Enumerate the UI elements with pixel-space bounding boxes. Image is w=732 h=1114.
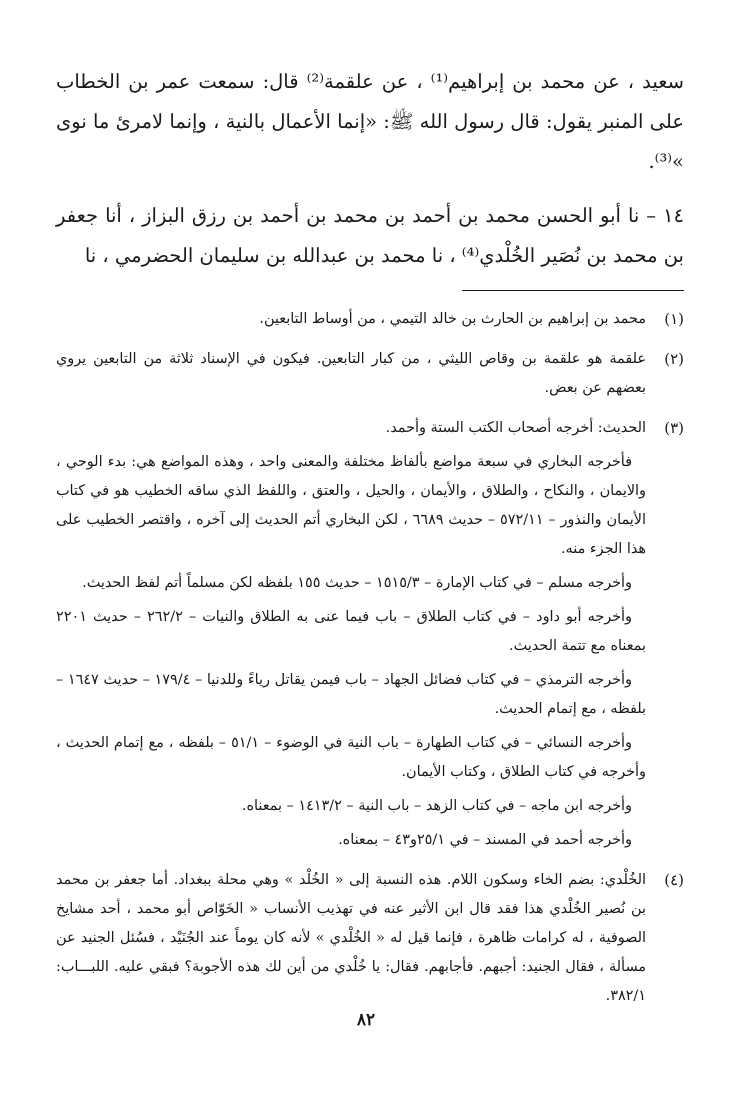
footnote-body xyxy=(56,345,646,408)
footnote-paragraph: وأخرجه النسائي – في كتاب الطهارة – باب النية في الوضوء – ٥١/١ – بلفظه ، مع إتمام الحديث ، وأخرجه في كتاب الطلاق ، وكتاب الأيمان. xyxy=(56,735,646,780)
main-paragraph: ١٤ – نا أبو الحسن محمد بن أحمد بن محمد بن أحمد بن رزق البزاز ، أنا جعفر بن محمد بن نُصَير الخُلْدي⁽⁴⁾ ، نا محمد بن عبدالله بن سليمان الحضرمي ، نا xyxy=(56,204,684,267)
footnote-number: (١) xyxy=(664,310,684,328)
footnote-divider xyxy=(462,290,684,291)
footnote-paragraph: الحديث: أخرجه أصحاب الكتب الستة وأحمد. xyxy=(385,420,646,436)
footnote-4 xyxy=(56,866,684,1016)
footnote-paragraph: علقمة هو علقمة بن وقاص الليثي ، من كبار التابعين. فيكون في الإسناد ثلاثة من التابعين يروي بعضهم عن بعض. xyxy=(56,351,646,396)
footnote-paragraph: وأخرجه أحمد في المسند – في ٢٥/١و٤٣ – بمعناه. xyxy=(338,832,632,848)
footnote-paragraph: وأخرجه ابن ماجه – في كتاب الزهد – باب النية – ١٤١٣/٢ – بمعناه. xyxy=(241,798,632,814)
footnote-paragraph: وأخرجه أبو داود – في كتاب الطلاق – باب فيما عنى به الطلاق والنيات – ٢٦٢/٢ – حديث ٢٢٠١ بمعناه مع تتمة الحديث. xyxy=(56,609,646,654)
footnote-1 xyxy=(56,305,684,339)
footnote-paragraph: وأخرجه الترمذي – في كتاب فضائل الجهاد – باب فيمن يقاتل رياءً وللدنيا – ١٧٩/٤ – حديث ١٦٤٧ – بلفظه ، مع إتمام الحديث. xyxy=(56,672,646,717)
footnote-body xyxy=(56,866,646,1016)
footnote-number: (٢) xyxy=(664,350,684,368)
footnote-paragraph: وأخرجه مسلم – في كتاب الإمارة – ١٥١٥/٣ – حديث ١٥٥ بلفظه لكن مسلماً أتم لفظ الحديث. xyxy=(82,575,632,591)
footnote-paragraph: الخُلْدي: بضم الخاء وسكون اللام. هذه النسبة إلى « الخُلْد » وهي محلة ببغداد. أما جعفر بن محمد بن نُصير الخُلْدي هذا فقد قال ابن الأثير عنه في تهذيب الأنساب « الخَوّاص أبو محمد ، أحد مشايخ الصوفية ، له كرامات ظاهرة ، فإنما قيل له « الخُلْدي » لأنه كان يوماً عند الجُنَيْد ، فسُئل الجنيد عن مسألة ، فقال الجنيد: أجبهم. فأجابهم. فقال: يا خُلْدي من أين لك هذه الأجوبة؟ فبقي عليه. اللبـــاب: ٣٨٢/١. xyxy=(56,872,646,1004)
main-text xyxy=(56,62,684,276)
footnotes xyxy=(56,305,684,1016)
footnote-paragraph: فأخرجه البخاري في سبعة مواضع بألفاظ مختلفة والمعنى واحد ، وهذه المواضع هي: بدء الوحي ، والايمان ، والنكاح ، والطلاق ، والأيمان ، والحيل ، والعتق ، واللفظ الذي ساقه الخطيب هو في كتاب الأيمان والنذور – ٥٧٢/١١ – حديث ٦٦٨٩ ، لكن البخاري أتم الحديث إلى آخره ، واقتصر الخطيب على هذا الجزء منه. xyxy=(56,454,646,557)
book-page xyxy=(56,62,684,1022)
footnote-body xyxy=(56,305,646,339)
footnote-3 xyxy=(56,414,684,860)
footnote-number: (٤) xyxy=(664,871,684,889)
footnote-body xyxy=(56,414,646,860)
footnote-2 xyxy=(56,345,684,408)
main-paragraph: سعيد ، عن محمد بن إبراهيم⁽¹⁾ ، عن علقمة⁽²⁾ قال: سمعت عمر بن الخطاب على المنبر يقول: قال رسول الله ﷺ: «إنما الأعمال بالنية ، وإنما لامرئ ما نوى »⁽³⁾. xyxy=(56,70,684,173)
page-number: ٨٢ xyxy=(356,1010,376,1030)
footnote-number: (٣) xyxy=(664,419,684,437)
footnote-paragraph: محمد بن إبراهيم بن الحارث بن خالد التيمي ، من أوساط التابعين. xyxy=(259,311,646,327)
